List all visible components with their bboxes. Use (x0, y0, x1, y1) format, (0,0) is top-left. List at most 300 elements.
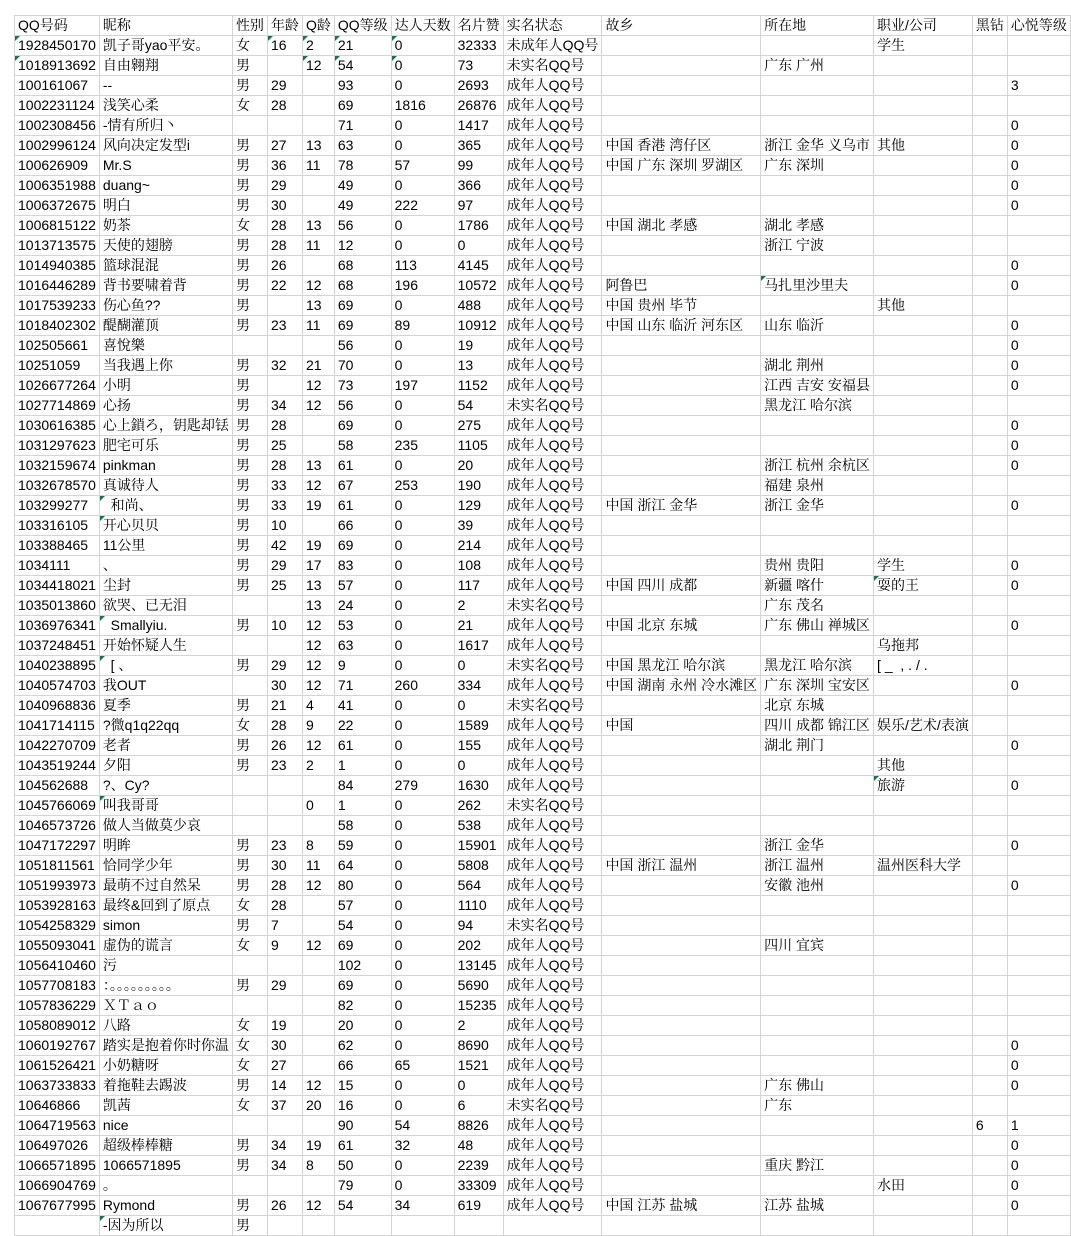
cell-gender[interactable]: 男 (232, 156, 267, 176)
cell-black_diamond[interactable] (972, 596, 1007, 616)
cell-black_diamond[interactable] (972, 916, 1007, 936)
cell-qq_level[interactable]: 54 (334, 1196, 391, 1216)
cell-qq_number[interactable]: 1027714869 (15, 396, 100, 416)
cell-daren_days[interactable]: 253 (391, 476, 454, 496)
cell-gender[interactable]: 女 (232, 936, 267, 956)
cell-realname_status[interactable]: 未实名QQ号 (503, 56, 602, 76)
cell-hometown[interactable] (602, 1176, 761, 1196)
cell-location[interactable] (761, 756, 874, 776)
cell-nickname[interactable]: Rymond (99, 1196, 232, 1216)
cell-age[interactable]: 28 (267, 896, 302, 916)
cell-nickname[interactable]: pinkman (99, 456, 232, 476)
cell-job_company[interactable] (874, 356, 973, 376)
cell-qq_level[interactable]: 54 (334, 916, 391, 936)
column-header-xinyue_level[interactable]: 心悦等级 (1007, 16, 1070, 36)
cell-nickname[interactable]: 明眸 (99, 836, 232, 856)
cell-age[interactable] (267, 116, 302, 136)
cell-age[interactable]: 26 (267, 256, 302, 276)
cell-hometown[interactable] (602, 736, 761, 756)
cell-nickname[interactable]: 恰同学少年 (99, 856, 232, 876)
cell-q_age[interactable]: 13 (302, 456, 334, 476)
cell-nickname[interactable]: -情有所归丶 (99, 116, 232, 136)
cell-age[interactable] (267, 596, 302, 616)
cell-card_likes[interactable]: 129 (454, 496, 503, 516)
cell-job_company[interactable] (874, 896, 973, 916)
cell-age[interactable]: 23 (267, 836, 302, 856)
cell-qq_level[interactable]: 1 (334, 796, 391, 816)
cell-xinyue_level[interactable]: 0 (1007, 136, 1070, 156)
cell-gender[interactable]: 女 (232, 716, 267, 736)
cell-q_age[interactable] (302, 896, 334, 916)
cell-age[interactable]: 23 (267, 316, 302, 336)
cell-qq_level[interactable]: 61 (334, 736, 391, 756)
cell-black_diamond[interactable] (972, 416, 1007, 436)
cell-daren_days[interactable]: 0 (391, 656, 454, 676)
cell-age[interactable]: 10 (267, 616, 302, 636)
cell-daren_days[interactable]: 0 (391, 976, 454, 996)
cell-q_age[interactable]: 19 (302, 1136, 334, 1156)
cell-hometown[interactable]: 中国 湖北 孝感 (602, 216, 761, 236)
cell-age[interactable]: 29 (267, 656, 302, 676)
cell-nickname[interactable]: 凯子哥yao平安。 (99, 36, 232, 56)
cell-nickname[interactable]: 天使的翅膀 (99, 236, 232, 256)
cell-hometown[interactable]: 中国 江苏 盐城 (602, 1196, 761, 1216)
cell-location[interactable]: 重庆 黔江 (761, 1156, 874, 1176)
cell-daren_days[interactable]: 0 (391, 296, 454, 316)
cell-age[interactable] (267, 636, 302, 656)
cell-age[interactable]: 7 (267, 916, 302, 936)
cell-qq_level[interactable]: 58 (334, 816, 391, 836)
cell-qq_number[interactable]: 1006815122 (15, 216, 100, 236)
cell-card_likes[interactable]: 0 (454, 696, 503, 716)
cell-black_diamond[interactable] (972, 816, 1007, 836)
cell-nickname[interactable]: 明白 (99, 196, 232, 216)
cell-hometown[interactable] (602, 396, 761, 416)
cell-qq_number[interactable]: 1036976341 (15, 616, 100, 636)
cell-location[interactable] (761, 976, 874, 996)
cell-qq_level[interactable]: 78 (334, 156, 391, 176)
cell-hometown[interactable] (602, 1056, 761, 1076)
cell-gender[interactable]: 男 (232, 476, 267, 496)
cell-nickname[interactable]: 、 (99, 556, 232, 576)
cell-black_diamond[interactable] (972, 1196, 1007, 1216)
cell-black_diamond[interactable] (972, 76, 1007, 96)
cell-q_age[interactable]: 12 (302, 656, 334, 676)
cell-hometown[interactable] (602, 256, 761, 276)
cell-daren_days[interactable]: 1816 (391, 96, 454, 116)
cell-daren_days[interactable]: 113 (391, 256, 454, 276)
cell-gender[interactable] (232, 336, 267, 356)
cell-qq_number[interactable]: 1034418021 (15, 576, 100, 596)
cell-q_age[interactable] (302, 776, 334, 796)
cell-location[interactable]: 马扎里沙里夫 (761, 276, 874, 296)
cell-location[interactable]: 黑龙江 哈尔滨 (761, 396, 874, 416)
cell-qq_level[interactable]: 69 (334, 976, 391, 996)
cell-location[interactable] (761, 1116, 874, 1136)
cell-card_likes[interactable]: 13 (454, 356, 503, 376)
cell-location[interactable]: 浙江 宁波 (761, 236, 874, 256)
cell-gender[interactable]: 男 (232, 256, 267, 276)
cell-daren_days[interactable]: 0 (391, 536, 454, 556)
cell-daren_days[interactable]: 0 (391, 696, 454, 716)
cell-qq_level[interactable]: 69 (334, 316, 391, 336)
cell-qq_number[interactable]: 1002996124 (15, 136, 100, 156)
cell-job_company[interactable]: 学生 (874, 36, 973, 56)
cell-hometown[interactable] (602, 96, 761, 116)
cell-xinyue_level[interactable] (1007, 1096, 1070, 1116)
cell-black_diamond[interactable] (972, 1156, 1007, 1176)
cell-realname_status[interactable]: 成年人QQ号 (503, 376, 602, 396)
cell-location[interactable]: 四川 成都 锦江区 (761, 716, 874, 736)
cell-nickname[interactable]: 尘封 (99, 576, 232, 596)
cell-gender[interactable]: 女 (232, 1056, 267, 1076)
cell-age[interactable]: 34 (267, 1156, 302, 1176)
cell-q_age[interactable]: 21 (302, 356, 334, 376)
cell-card_likes[interactable]: 32333 (454, 36, 503, 56)
cell-xinyue_level[interactable]: 0 (1007, 176, 1070, 196)
cell-q_age[interactable] (302, 1036, 334, 1056)
cell-hometown[interactable] (602, 1116, 761, 1136)
cell-realname_status[interactable]: 未实名QQ号 (503, 696, 602, 716)
cell-hometown[interactable] (602, 596, 761, 616)
cell-nickname[interactable]: 篮球混混 (99, 256, 232, 276)
cell-hometown[interactable] (602, 796, 761, 816)
cell-gender[interactable]: 男 (232, 856, 267, 876)
cell-black_diamond[interactable] (972, 696, 1007, 716)
cell-daren_days[interactable]: 222 (391, 196, 454, 216)
cell-qq_number[interactable]: 100626909 (15, 156, 100, 176)
cell-gender[interactable] (232, 116, 267, 136)
cell-qq_level[interactable]: 66 (334, 516, 391, 536)
cell-hometown[interactable] (602, 76, 761, 96)
cell-age[interactable]: 28 (267, 876, 302, 896)
cell-job_company[interactable] (874, 76, 973, 96)
cell-card_likes[interactable]: 4145 (454, 256, 503, 276)
cell-qq_number[interactable]: 1928450170 (15, 36, 100, 56)
cell-job_company[interactable] (874, 1096, 973, 1116)
cell-qq_level[interactable]: 57 (334, 576, 391, 596)
cell-job_company[interactable] (874, 956, 973, 976)
cell-card_likes[interactable]: 1617 (454, 636, 503, 656)
cell-q_age[interactable] (302, 956, 334, 976)
cell-q_age[interactable]: 13 (302, 576, 334, 596)
cell-qq_number[interactable]: 1051993973 (15, 876, 100, 896)
cell-xinyue_level[interactable]: 0 (1007, 1176, 1070, 1196)
cell-daren_days[interactable]: 279 (391, 776, 454, 796)
cell-xinyue_level[interactable] (1007, 396, 1070, 416)
cell-nickname[interactable]: 踏实是抱着你时你温 (99, 1036, 232, 1056)
cell-xinyue_level[interactable] (1007, 536, 1070, 556)
cell-hometown[interactable]: 中国 香港 湾仔区 (602, 136, 761, 156)
cell-xinyue_level[interactable] (1007, 796, 1070, 816)
cell-qq_number[interactable]: 1057708183 (15, 976, 100, 996)
cell-xinyue_level[interactable] (1007, 816, 1070, 836)
cell-nickname[interactable]: [ 、 (99, 656, 232, 676)
cell-age[interactable]: 37 (267, 1096, 302, 1116)
cell-job_company[interactable]: 温州医科大学 (874, 856, 973, 876)
cell-black_diamond[interactable] (972, 176, 1007, 196)
cell-qq_level[interactable]: 68 (334, 256, 391, 276)
cell-q_age[interactable]: 11 (302, 236, 334, 256)
cell-q_age[interactable] (302, 196, 334, 216)
cell-black_diamond[interactable] (972, 956, 1007, 976)
cell-card_likes[interactable]: 5690 (454, 976, 503, 996)
cell-location[interactable] (761, 196, 874, 216)
cell-xinyue_level[interactable] (1007, 96, 1070, 116)
cell-gender[interactable]: 男 (232, 516, 267, 536)
cell-job_company[interactable] (874, 1056, 973, 1076)
cell-daren_days[interactable]: 32 (391, 1136, 454, 1156)
cell-age[interactable]: 22 (267, 276, 302, 296)
cell-location[interactable] (761, 516, 874, 536)
cell-qq_number[interactable]: 10251059 (15, 356, 100, 376)
cell-q_age[interactable]: 8 (302, 1156, 334, 1176)
cell-hometown[interactable]: 中国 湖南 永州 冷水滩区 (602, 676, 761, 696)
cell-nickname[interactable]: 最终&回到了原点 (99, 896, 232, 916)
cell-daren_days[interactable]: 89 (391, 316, 454, 336)
cell-daren_days[interactable]: 0 (391, 1176, 454, 1196)
cell-q_age[interactable] (302, 816, 334, 836)
cell-card_likes[interactable]: 1417 (454, 116, 503, 136)
cell-nickname[interactable]: 虚伪的谎言 (99, 936, 232, 956)
cell-xinyue_level[interactable]: 0 (1007, 616, 1070, 636)
cell-q_age[interactable]: 13 (302, 216, 334, 236)
cell-xinyue_level[interactable]: 3 (1007, 76, 1070, 96)
cell-realname_status[interactable]: 成年人QQ号 (503, 856, 602, 876)
cell-card_likes[interactable]: 334 (454, 676, 503, 696)
cell-qq_level[interactable]: 56 (334, 396, 391, 416)
cell-job_company[interactable] (874, 816, 973, 836)
cell-black_diamond[interactable] (972, 1056, 1007, 1076)
cell-job_company[interactable]: [ _ , . / . (874, 656, 973, 676)
cell-card_likes[interactable]: 365 (454, 136, 503, 156)
cell-qq_level[interactable]: 71 (334, 676, 391, 696)
cell-gender[interactable] (232, 816, 267, 836)
cell-qq_number[interactable]: 1041714115 (15, 716, 100, 736)
cell-hometown[interactable] (602, 236, 761, 256)
cell-nickname[interactable]: 超级棒棒糖 (99, 1136, 232, 1156)
cell-gender[interactable]: 男 (232, 976, 267, 996)
cell-nickname[interactable]: 真诚待人 (99, 476, 232, 496)
cell-job_company[interactable] (874, 996, 973, 1016)
cell-realname_status[interactable]: 成年人QQ号 (503, 816, 602, 836)
cell-q_age[interactable]: 13 (302, 296, 334, 316)
cell-realname_status[interactable]: 成年人QQ号 (503, 476, 602, 496)
cell-black_diamond[interactable] (972, 436, 1007, 456)
cell-daren_days[interactable]: 0 (391, 716, 454, 736)
cell-nickname[interactable]: -因为所以 (99, 1216, 232, 1236)
cell-card_likes[interactable]: 190 (454, 476, 503, 496)
cell-q_age[interactable]: 11 (302, 856, 334, 876)
cell-location[interactable] (761, 536, 874, 556)
cell-q_age[interactable] (302, 256, 334, 276)
cell-nickname[interactable]: 开心贝贝 (99, 516, 232, 536)
cell-qq_level[interactable]: 41 (334, 696, 391, 716)
cell-location[interactable] (761, 1056, 874, 1076)
cell-nickname[interactable]: 心扬 (99, 396, 232, 416)
cell-location[interactable]: 广东 佛山 禅城区 (761, 616, 874, 636)
cell-black_diamond[interactable] (972, 316, 1007, 336)
cell-xinyue_level[interactable]: 0 (1007, 576, 1070, 596)
cell-job_company[interactable] (874, 276, 973, 296)
cell-hometown[interactable] (602, 756, 761, 776)
cell-job_company[interactable]: 其他 (874, 136, 973, 156)
cell-age[interactable]: 10 (267, 516, 302, 536)
cell-nickname[interactable]: 浅笑心柔 (99, 96, 232, 116)
cell-qq_level[interactable]: 62 (334, 1036, 391, 1056)
cell-qq_level[interactable]: 63 (334, 136, 391, 156)
cell-age[interactable]: 28 (267, 716, 302, 736)
cell-hometown[interactable] (602, 436, 761, 456)
cell-qq_level[interactable]: 24 (334, 596, 391, 616)
cell-q_age[interactable]: 12 (302, 616, 334, 636)
cell-black_diamond[interactable] (972, 936, 1007, 956)
cell-hometown[interactable]: 阿鲁巴 (602, 276, 761, 296)
column-header-gender[interactable]: 性别 (232, 16, 267, 36)
cell-qq_number[interactable]: 1032678570 (15, 476, 100, 496)
cell-realname_status[interactable]: 成年人QQ号 (503, 356, 602, 376)
cell-card_likes[interactable]: 13145 (454, 956, 503, 976)
cell-card_likes[interactable]: 108 (454, 556, 503, 576)
cell-q_age[interactable]: 11 (302, 156, 334, 176)
cell-daren_days[interactable]: 0 (391, 176, 454, 196)
cell-realname_status[interactable]: 成年人QQ号 (503, 1196, 602, 1216)
cell-gender[interactable]: 男 (232, 316, 267, 336)
cell-black_diamond[interactable] (972, 536, 1007, 556)
cell-job_company[interactable] (874, 156, 973, 176)
cell-location[interactable]: 江西 吉安 安福县 (761, 376, 874, 396)
cell-qq_level[interactable]: 69 (334, 296, 391, 316)
cell-qq_level[interactable]: 69 (334, 416, 391, 436)
cell-black_diamond[interactable] (972, 836, 1007, 856)
cell-location[interactable]: 四川 宜宾 (761, 936, 874, 956)
cell-qq_number[interactable]: 1002231124 (15, 96, 100, 116)
cell-hometown[interactable] (602, 936, 761, 956)
cell-job_company[interactable] (874, 496, 973, 516)
cell-job_company[interactable] (874, 336, 973, 356)
cell-qq_number[interactable]: 1055093041 (15, 936, 100, 956)
cell-black_diamond[interactable] (972, 56, 1007, 76)
cell-realname_status[interactable]: 成年人QQ号 (503, 456, 602, 476)
cell-hometown[interactable] (602, 456, 761, 476)
cell-realname_status[interactable]: 成年人QQ号 (503, 876, 602, 896)
cell-daren_days[interactable]: 0 (391, 756, 454, 776)
cell-daren_days[interactable]: 0 (391, 396, 454, 416)
cell-age[interactable]: 27 (267, 1056, 302, 1076)
cell-gender[interactable]: 男 (232, 916, 267, 936)
cell-daren_days[interactable]: 0 (391, 1016, 454, 1036)
cell-age[interactable]: 19 (267, 1016, 302, 1036)
cell-realname_status[interactable]: 成年人QQ号 (503, 96, 602, 116)
cell-qq_level[interactable]: 69 (334, 536, 391, 556)
cell-card_likes[interactable]: 366 (454, 176, 503, 196)
cell-daren_days[interactable]: 196 (391, 276, 454, 296)
cell-card_likes[interactable]: 619 (454, 1196, 503, 1216)
cell-qq_number[interactable]: 1042270709 (15, 736, 100, 756)
cell-job_company[interactable] (874, 416, 973, 436)
cell-realname_status[interactable]: 成年人QQ号 (503, 296, 602, 316)
cell-job_company[interactable] (874, 796, 973, 816)
cell-realname_status[interactable]: 成年人QQ号 (503, 436, 602, 456)
cell-age[interactable]: 42 (267, 536, 302, 556)
cell-hometown[interactable] (602, 516, 761, 536)
cell-xinyue_level[interactable]: 0 (1007, 776, 1070, 796)
cell-gender[interactable] (232, 996, 267, 1016)
cell-realname_status[interactable]: 成年人QQ号 (503, 576, 602, 596)
cell-job_company[interactable] (874, 1156, 973, 1176)
cell-hometown[interactable]: 中国 贵州 毕节 (602, 296, 761, 316)
cell-job_company[interactable] (874, 696, 973, 716)
cell-nickname[interactable]: 。 (99, 1176, 232, 1196)
column-header-q_age[interactable]: Q龄 (302, 16, 334, 36)
cell-qq_number[interactable]: 1066904769 (15, 1176, 100, 1196)
cell-card_likes[interactable]: 538 (454, 816, 503, 836)
cell-qq_number[interactable]: 1037248451 (15, 636, 100, 656)
cell-location[interactable]: 浙江 温州 (761, 856, 874, 876)
cell-realname_status[interactable]: 成年人QQ号 (503, 556, 602, 576)
cell-card_likes[interactable]: 94 (454, 916, 503, 936)
cell-location[interactable] (761, 96, 874, 116)
cell-hometown[interactable] (602, 376, 761, 396)
cell-location[interactable] (761, 896, 874, 916)
cell-realname_status[interactable]: 未实名QQ号 (503, 656, 602, 676)
cell-black_diamond[interactable] (972, 616, 1007, 636)
cell-xinyue_level[interactable]: 0 (1007, 556, 1070, 576)
cell-realname_status[interactable]: 成年人QQ号 (503, 736, 602, 756)
cell-hometown[interactable]: 中国 广东 深圳 罗湖区 (602, 156, 761, 176)
cell-realname_status[interactable]: 成年人QQ号 (503, 116, 602, 136)
cell-card_likes[interactable]: 97 (454, 196, 503, 216)
cell-hometown[interactable] (602, 1156, 761, 1176)
cell-gender[interactable]: 男 (232, 176, 267, 196)
cell-nickname[interactable]: Smallyiu. (99, 616, 232, 636)
cell-daren_days[interactable]: 0 (391, 336, 454, 356)
cell-xinyue_level[interactable] (1007, 716, 1070, 736)
cell-age[interactable]: 32 (267, 356, 302, 376)
cell-q_age[interactable] (302, 336, 334, 356)
cell-realname_status[interactable]: 成年人QQ号 (503, 76, 602, 96)
cell-nickname[interactable]: 夏季 (99, 696, 232, 716)
cell-qq_number[interactable]: 1002308456 (15, 116, 100, 136)
cell-realname_status[interactable]: 未实名QQ号 (503, 796, 602, 816)
cell-xinyue_level[interactable] (1007, 856, 1070, 876)
cell-qq_level[interactable]: 63 (334, 636, 391, 656)
cell-q_age[interactable]: 11 (302, 316, 334, 336)
cell-hometown[interactable] (602, 896, 761, 916)
cell-card_likes[interactable]: 21 (454, 616, 503, 636)
cell-location[interactable] (761, 116, 874, 136)
cell-job_company[interactable] (874, 476, 973, 496)
cell-location[interactable] (761, 336, 874, 356)
cell-black_diamond[interactable] (972, 396, 1007, 416)
cell-hometown[interactable] (602, 356, 761, 376)
cell-realname_status[interactable]: 成年人QQ号 (503, 1156, 602, 1176)
cell-black_diamond[interactable] (972, 856, 1007, 876)
cell-card_likes[interactable]: 1152 (454, 376, 503, 396)
cell-daren_days[interactable]: 65 (391, 1056, 454, 1076)
cell-daren_days[interactable]: 57 (391, 156, 454, 176)
cell-gender[interactable] (232, 596, 267, 616)
cell-job_company[interactable]: 水田 (874, 1176, 973, 1196)
cell-q_age[interactable]: 12 (302, 1076, 334, 1096)
cell-card_likes[interactable]: 10572 (454, 276, 503, 296)
cell-location[interactable] (761, 776, 874, 796)
cell-q_age[interactable] (302, 1176, 334, 1196)
cell-xinyue_level[interactable] (1007, 656, 1070, 676)
cell-gender[interactable]: 男 (232, 1136, 267, 1156)
cell-black_diamond[interactable] (972, 476, 1007, 496)
cell-nickname[interactable]: 风向决定发型i (99, 136, 232, 156)
